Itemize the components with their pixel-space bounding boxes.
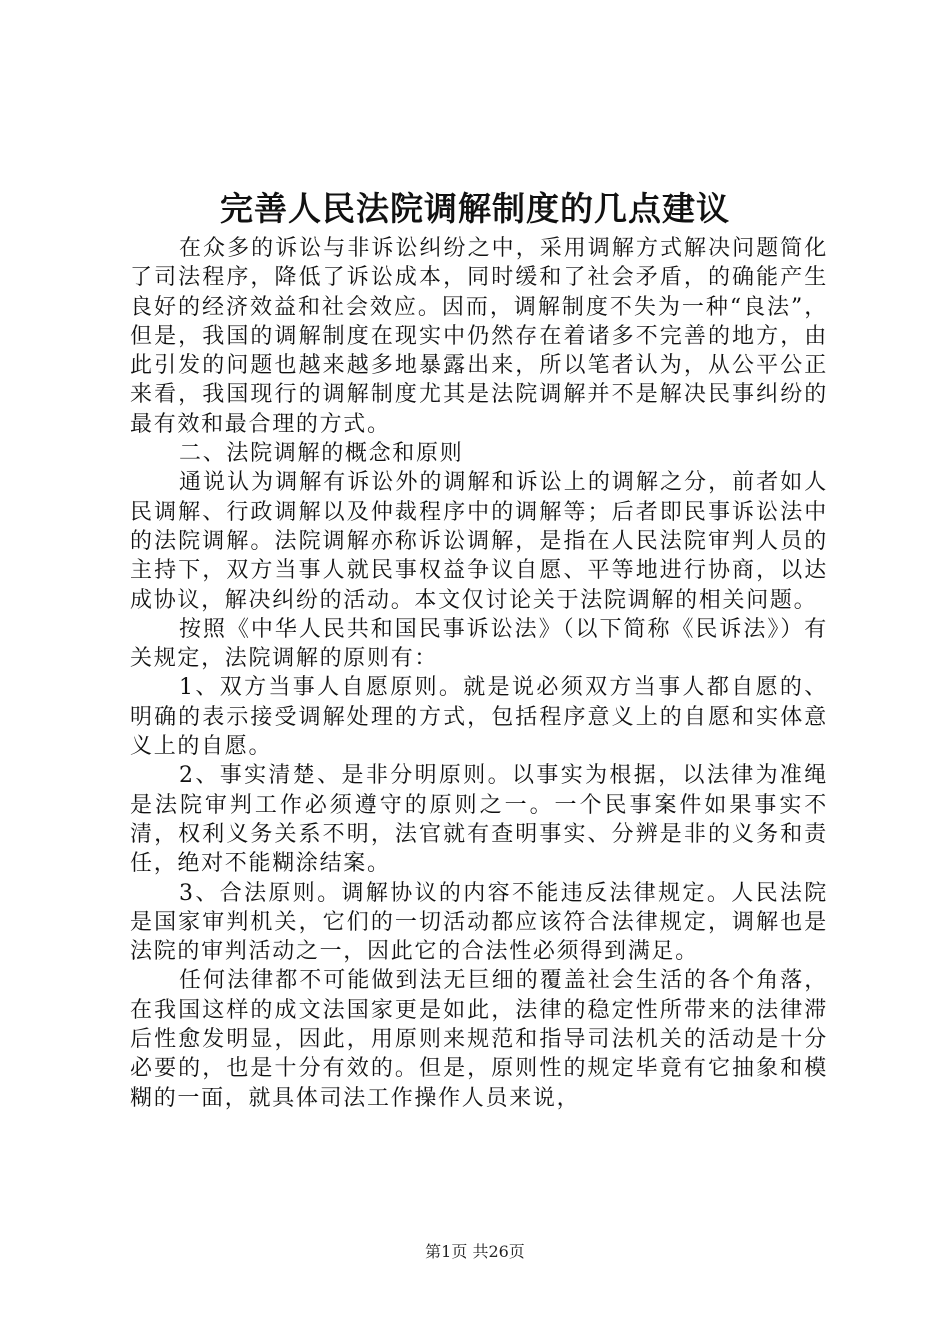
- paragraph-principle-2: 2、事实清楚、是非分明原则。以事实为根据，以法律为准绳是法院审判工作必须遵守的原则之一。一个民事案件如果事实不清，权利义务关系不明，法官就有查明事实、分辨是非的义务和责任，绝对不能糊涂结案。: [130, 763, 828, 877]
- paragraph-definition: 通说认为调解有诉讼外的调解和诉讼上的调解之分，前者如人民调解、行政调解以及仲裁程序中的调解等；后者即民事诉讼法中的法院调解。法院调解亦称诉讼调解，是指在人民法院审判人员的主持下，双方当事人就民事权益争议自愿、平等地进行协商，以达成协议，解决纠纷的活动。本文仅讨论关于法院调解的相关问题。: [130, 470, 828, 613]
- page-number-footer: 第1页 共26页: [425, 1242, 525, 1261]
- paragraph-intro: 在众多的诉讼与非诉讼纠纷之中，采用调解方式解决问题简化了司法程序，降低了诉讼成本，同时缓和了社会矛盾，的确能产生良好的经济效益和社会效应。因而，调解制度不失为一种“良法”，但是，我国的调解制度在现实中仍然存在着诸多不完善的地方，由此引发的问题也越来越多地暴露出来，所以笔者认为，从公平公正来看，我国现行的调解制度尤其是法院调解并不是解决民事纠纷的最有效和最合理的方式。: [130, 236, 828, 437]
- paragraph-principle-3: 3、合法原则。调解协议的内容不能违反法律规定。人民法院是国家审判机关，它们的一切活动都应该符合法律规定，调解也是法院的审判活动之一，因此它的合法性必须得到满足。: [130, 880, 828, 965]
- paragraph-principles-intro: 按照《中华人民共和国民事诉讼法》（以下简称《民诉法》）有关规定，法院调解的原则有：: [130, 616, 828, 672]
- document-body: [130, 234, 828, 1113]
- paragraph-discussion: 任何法律都不可能做到法无巨细的覆盖社会生活的各个角落，在我国这样的成文法国家更是如此，法律的稳定性所带来的法律滞后性愈发明显，因此，用原则来规范和指导司法机关的活动是十分必要的，也是十分有效的。但是，原则性的规定毕竟有它抽象和模糊的一面，就具体司法工作操作人员来说，: [130, 968, 828, 1111]
- section-heading: 二、法院调解的概念和原则: [179, 441, 464, 467]
- paragraph-principle-1: 1、双方当事人自愿原则。就是说必须双方当事人都自愿的、明确的表示接受调解处理的方式，包括程序意义上的自愿和实体意义上的自愿。: [130, 675, 828, 760]
- document-title: 完善人民法院调解制度的几点建议: [220, 189, 730, 228]
